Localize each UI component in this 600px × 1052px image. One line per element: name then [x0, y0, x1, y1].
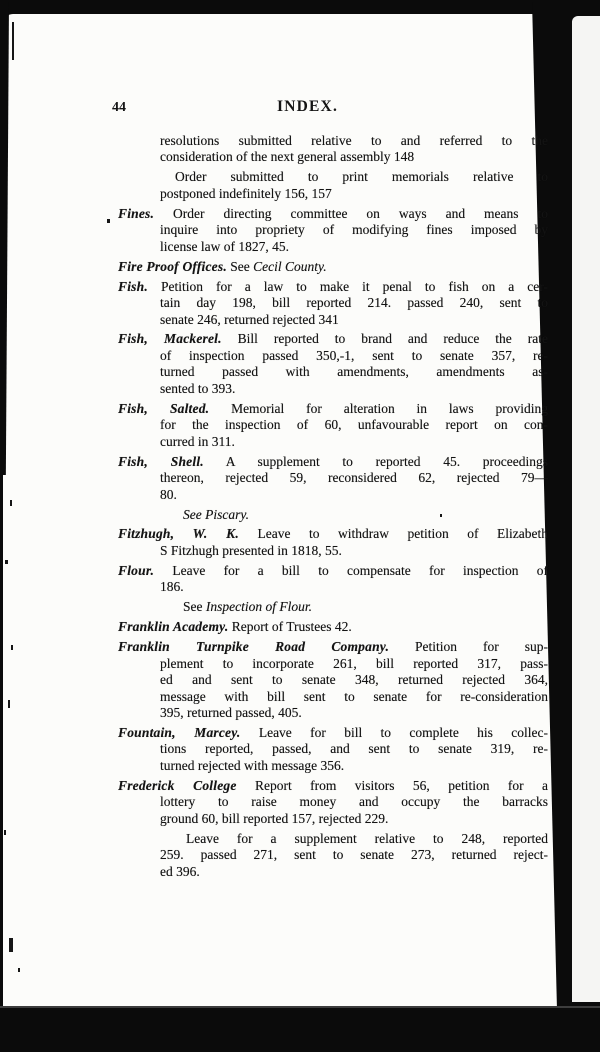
text-line	[118, 619, 548, 635]
entry-text: senate 246, returned rejected 341	[160, 311, 339, 327]
page-header-title: INDEX.	[277, 98, 339, 115]
entry-text: ed and sent to senate 348, returned rejected 364,	[160, 672, 548, 688]
text-line	[118, 206, 548, 222]
text-line	[160, 758, 548, 774]
entry-text: resolutions submitted relative to and referred to the	[160, 133, 548, 148]
text-line	[183, 507, 548, 523]
entry-headword: Fountain, Marcey.	[118, 724, 241, 740]
index-entry	[118, 778, 548, 827]
text-line	[160, 543, 548, 559]
entry-text: sented to 393.	[160, 380, 236, 396]
entry-headword: Franklin Turnpike Road Company.	[118, 639, 390, 655]
scan-noise	[18, 968, 20, 972]
entry-text: Order submitted to print memorials relative to	[175, 169, 548, 185]
entry-headword: Fish, Mackerel.	[118, 331, 222, 347]
index-entry	[118, 169, 548, 202]
text-line	[160, 705, 548, 721]
index-entry	[118, 401, 548, 450]
text-line	[160, 186, 548, 202]
text-line	[160, 689, 548, 705]
text-line	[160, 794, 548, 810]
entry-headword: Fire Proof Offices.	[118, 258, 227, 274]
text-line	[160, 295, 548, 311]
entry-text: 186.	[160, 579, 184, 595]
entry-headword: Franklin Academy.	[118, 619, 229, 635]
entry-text: plement to incorporate 261, bill reported 317, pass-	[160, 655, 548, 671]
text-line	[118, 401, 548, 417]
text-line	[118, 279, 548, 295]
entry-text: 259. passed 271, sent to senate 273, returned reject-	[160, 847, 548, 863]
entry-headword: Flour.	[118, 562, 155, 578]
text-line	[160, 364, 548, 380]
entry-text: Order directing committee on ways and means to	[154, 205, 548, 221]
text-line	[186, 831, 548, 847]
entry-text: lottery to raise money and occupy the barracks	[160, 794, 548, 810]
entry-text: license law of 1827, 45.	[160, 238, 289, 254]
text-line	[160, 741, 548, 757]
index-entry	[118, 831, 548, 880]
scan-noise	[11, 645, 13, 650]
index-entry	[118, 563, 548, 596]
scan-noise	[8, 700, 10, 708]
index-entry	[118, 331, 548, 397]
entry-text: message with bill sent to senate for re-consideration	[160, 688, 548, 704]
entry-headword: Fish, Salted.	[118, 400, 210, 416]
text-line	[118, 454, 548, 470]
index-entry	[118, 133, 548, 166]
index-entry	[118, 639, 548, 721]
entry-text: postponed indefinitely 156, 157	[160, 185, 332, 201]
entry-text: Report from visitors 56, petition for a	[236, 777, 548, 793]
entry-headword: Fines.	[118, 205, 155, 221]
scan-noise	[4, 830, 6, 835]
text-line	[160, 579, 548, 595]
text-line	[160, 672, 548, 688]
index-entry	[118, 526, 548, 559]
text-line	[160, 222, 548, 238]
index-entry	[118, 599, 548, 615]
index-entry	[118, 454, 548, 503]
text-line	[175, 169, 548, 185]
entry-text: turned rejected with message 356.	[160, 757, 345, 773]
entry-text: 80.	[160, 486, 177, 502]
entry-text: tions reported, passed, and sent to senate 319, re-	[160, 741, 548, 757]
entry-text: Leave for a bill to compensate for inspection of	[154, 562, 548, 578]
scan-noise	[12, 22, 14, 60]
entry-text: See	[183, 599, 206, 615]
entry-text: Cecil County.	[253, 258, 327, 274]
index-entry	[118, 619, 548, 635]
entry-text: S Fitzhugh presented in 1818, 55.	[160, 542, 342, 558]
entry-text: ground 60, bill reported 157, rejected 229.	[160, 810, 389, 826]
text-line	[160, 312, 548, 328]
entry-text: Leave for bill to complete his collec-	[240, 724, 548, 740]
adjacent-page-edge	[572, 16, 600, 1002]
entry-text: Leave for a supplement relative to 248, reported	[186, 830, 548, 846]
text-line	[118, 639, 548, 655]
text-line	[183, 599, 548, 615]
text-line	[160, 133, 548, 149]
entry-text: inquire into propriety of modifying fines imposed by	[160, 222, 548, 238]
entry-text: consideration of the next general assembly 148	[160, 149, 415, 165]
index-entry	[118, 507, 548, 523]
entry-headword: Frederick College	[118, 777, 237, 793]
scan-noise	[10, 500, 12, 506]
entry-headword: Fish, Shell.	[118, 453, 204, 469]
entry-text: curred in 311.	[160, 433, 235, 449]
entry-headword: Fitzhugh, W. K.	[118, 526, 239, 542]
text-line	[118, 259, 548, 275]
text-line	[160, 811, 548, 827]
page-number: 44	[112, 100, 126, 115]
index-entry	[118, 259, 548, 275]
index-entry	[118, 206, 548, 255]
entry-text: Report of Trustees 42.	[228, 619, 352, 635]
text-line	[160, 487, 548, 503]
index-entry	[118, 279, 548, 328]
index-entry	[118, 725, 548, 774]
text-line	[160, 656, 548, 672]
scan-bottom-bar	[0, 1006, 600, 1052]
entry-text: 395, returned passed, 405.	[160, 705, 302, 720]
scan-noise	[5, 560, 8, 564]
entry-text: Leave to withdraw petition of Elizabeth	[238, 526, 548, 542]
entry-text: See Piscary.	[183, 506, 249, 522]
index-text-block	[118, 133, 548, 880]
text-line	[160, 470, 548, 486]
entry-text: of inspection passed 350,-1, sent to senate 357, re-	[160, 347, 548, 363]
entry-text: tain day 198, bill reported 214. passed 240, sent to	[160, 295, 548, 311]
entry-text: ed 396.	[160, 863, 200, 879]
entry-headword: Fish.	[118, 278, 148, 294]
text-line	[160, 149, 548, 165]
entry-text: for the inspection of 60, unfavourable report on con-	[160, 417, 548, 433]
text-line	[160, 381, 548, 397]
text-line	[118, 725, 548, 741]
text-line	[160, 864, 548, 880]
text-line	[118, 526, 548, 542]
entry-text: See	[226, 258, 254, 274]
entry-text: Inspection of Flour.	[205, 599, 312, 615]
entry-text: turned passed with amendments, amendments as-	[160, 364, 548, 380]
entry-text: Petition for a law to make it penal to fish on a cer-	[147, 278, 548, 294]
entry-text: Memorial for alteration in laws providing	[209, 400, 548, 416]
entry-text: Bill reported to brand and reduce the rate	[221, 331, 548, 347]
entry-text: Petition for sup-	[389, 639, 548, 655]
text-line	[118, 331, 548, 347]
text-line	[160, 417, 548, 433]
text-line	[160, 847, 548, 863]
text-line	[160, 239, 548, 255]
scan-noise	[9, 938, 13, 952]
text-line	[118, 563, 548, 579]
entry-text: thereon, rejected 59, reconsidered 62, rejected 79—	[160, 470, 548, 486]
text-line	[118, 778, 548, 794]
text-line	[160, 348, 548, 364]
scan-noise	[107, 219, 110, 223]
entry-text: A supplement to reported 45. proceedings	[203, 453, 548, 469]
text-line	[160, 434, 548, 450]
